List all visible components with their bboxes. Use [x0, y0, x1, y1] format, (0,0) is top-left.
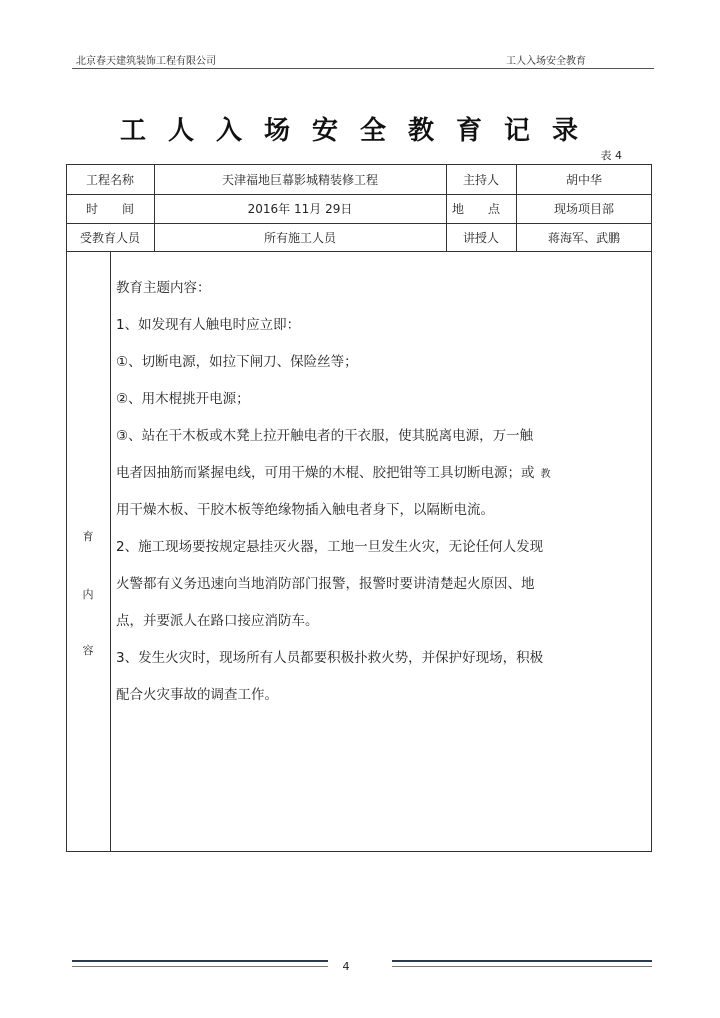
- content-line: ①、切断电源，如拉下闸刀、保险丝等；: [116, 354, 358, 370]
- lecturer-value: 蒋海军、武鹏: [547, 230, 620, 245]
- content-line: 3、发生火灾时，现场所有人员都要积极扑救火势，并保护好现场，积极: [116, 650, 544, 666]
- side-label-char: 育: [82, 530, 94, 543]
- education-content: [116, 270, 616, 714]
- header-section: 工人入场安全教育: [506, 56, 586, 67]
- table-rule: [110, 251, 111, 852]
- time-value: 2016年 11月 29日: [247, 202, 353, 216]
- content-line-text: 电者因抽筋而紧握电线，可用干燥的木棍、胶把钳等工具切断电源；或: [116, 465, 535, 481]
- content-line: ③、站在干木板或木凳上拉开触电者的干衣服，使其脱离电源，万一触: [116, 428, 534, 444]
- trainees-label: 受教育人员: [79, 230, 140, 245]
- place-value: 现场项目部: [553, 202, 614, 216]
- table-rule: [66, 164, 67, 852]
- content-tail-fragment: 教: [540, 469, 551, 480]
- content-line: 1、如发现有人触电时应立即：: [116, 317, 301, 333]
- place-label: 地 点: [452, 202, 501, 216]
- project-name-value: 天津福地巨幕影城精装修工程: [221, 172, 378, 187]
- content-line: ②、用木棍挑开电源；: [116, 391, 250, 407]
- document-title: 工人入场安全教育记录: [119, 116, 600, 146]
- content-line: 教育主题内容：: [116, 280, 211, 296]
- trainees-value: 所有施工人员: [263, 230, 336, 245]
- side-label-char: 内: [82, 588, 94, 601]
- content-line: 配合火灾事故的调查工作。: [116, 687, 278, 703]
- content-line: 火警都有义务迅速向当地消防部门报警，报警时要讲清楚起火原因、地: [116, 576, 535, 592]
- header-company: 北京春天建筑装饰工程有限公司: [76, 56, 216, 67]
- content-line: 用干燥木板、干胶木板等绝缘物插入触电者身下，以隔断电流。: [116, 502, 494, 518]
- host-value: 胡中华: [565, 172, 602, 187]
- table-rule: [66, 251, 652, 252]
- table-rule: [66, 851, 652, 852]
- content-line: [116, 455, 616, 492]
- content-line: 2、施工现场要按规定悬挂灭火器，工地一旦发生火灾，无论任何人发现: [116, 539, 544, 555]
- page-header: [72, 52, 654, 70]
- table-rule: [651, 164, 652, 852]
- time-label: 时 间: [85, 202, 134, 216]
- content-line: 点，并要派人在路口接应消防车。: [116, 613, 319, 629]
- side-label-char: 容: [82, 644, 94, 657]
- project-name-label: 工程名称: [85, 172, 134, 187]
- header-rule: [72, 68, 654, 69]
- page-number: 4: [342, 960, 350, 973]
- table-number: 表 4: [600, 149, 622, 162]
- lecturer-label: 讲授人: [462, 230, 499, 245]
- host-label: 主持人: [462, 172, 499, 187]
